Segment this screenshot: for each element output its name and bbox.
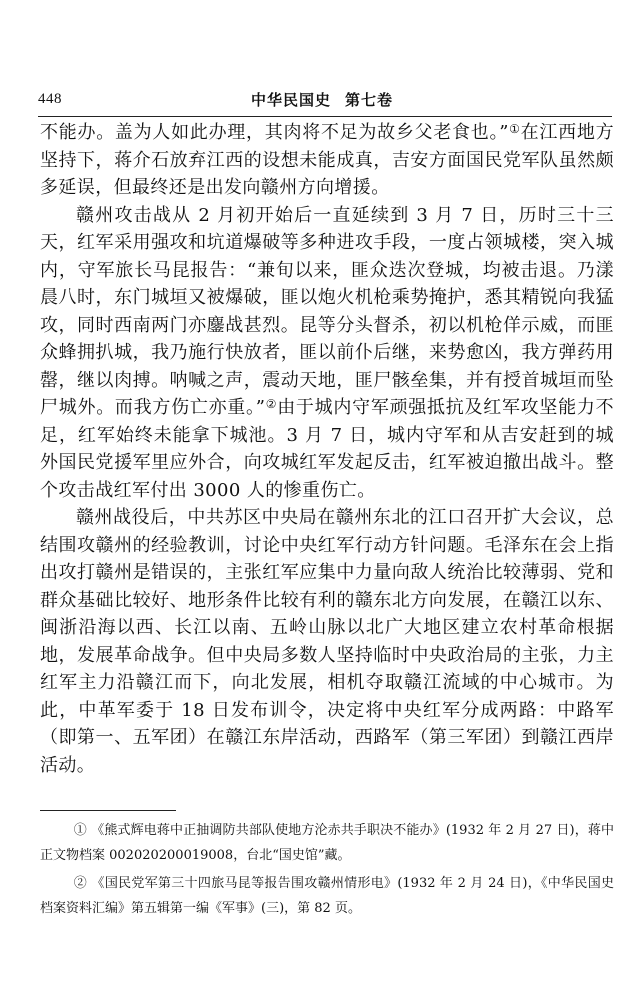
paragraph	[40, 504, 614, 779]
text-run: 赣州攻击战从 2 月初开始后一直延续到 3 月 7 日，历时三十三天，红军采用强攻和坑道爆破等多种进攻手段，一度占领城楼，突入城内，守军旅长马昆报告：“兼旬以来，匪众迭次登城，均被击退。乃漾晨八时，东门城垣又被爆破，匪以炮火机枪乘势掩护，悉其精锐向我猛攻，同时西南两门亦鏖战甚烈。昆等分头督杀，初以机枪佯示威，而匪众蜂拥扒城，我乃施行快放者，匪以前仆后继，来势愈凶，我方弹药用罄，继以肉搏。呐喊之声，震动天地，匪尸骸垒集，并有授首城垣而坠尸城外。而我方伤亡亦重。”	[40, 204, 614, 418]
footnote	[40, 872, 614, 921]
paragraph	[40, 202, 614, 505]
body-text	[40, 119, 614, 779]
footnote-ref[interactable]: ②	[265, 397, 278, 411]
text-run: 不能办。盖为人如此办理，其肉将不足为故乡父老食也。”	[40, 122, 509, 143]
footnote-text: 《国民党军第三十四旅马昆等报告围攻赣州情形电》(1932 年 2 月 24 日)，《中华民国史档案资料汇编》第五辑第一编《军事》(三)，第 82 页。	[40, 876, 614, 916]
text-run: 由于城内守军顽强抵抗及红军攻坚能力不足，红军始终未能拿下城池。3 月 7 日，城内守军和从吉安赶到的城外国民党援军里应外合，向攻城红军发起反击，红军被迫撤出战斗。整个攻击战红军付出 3000 人的惨重伤亡。	[40, 397, 614, 501]
page-number: 448	[38, 91, 62, 107]
paragraph	[40, 119, 614, 202]
volume-label: 第七卷	[345, 91, 394, 109]
footnotes	[40, 819, 614, 925]
footnote-text: 《熊式辉电蒋中正抽调防共部队使地方沦赤共手职决不能办》(1932 年 2 月 27 日)，蒋中正文物档案 002020200019008，台北“国史馆”藏。	[40, 823, 614, 863]
book-title: 中华民国史	[250, 91, 331, 109]
footnote-ref[interactable]: ①	[508, 122, 521, 136]
text-run: 在江西地方坚持下，蒋介石放弃江西的设想未能成真，吉安方面国民党军队虽然颇多延误，但最终还是出发向赣州方向增援。	[40, 122, 614, 198]
header-rule	[38, 116, 612, 117]
footnote-marker: ①	[73, 823, 87, 838]
running-head	[0, 89, 644, 110]
footnote	[40, 819, 614, 868]
text-run: 赣州战役后，中共苏区中央局在赣州东北的江口召开扩大会议，总结围攻赣州的经验教训，讨论中央红军行动方针问题。毛泽东在会上指出攻打赣州是错误的，主张红军应集中力量向敌人统治比较薄弱、党和群众基础比较好、地形条件比较有利的赣东北方向发展，在赣江以东、闽浙沿海以西、长江以南、五岭山脉以北广大地区建立农村革命根据地，发展革命战争。但中央局多数人坚持临时中央政治局的主张，力主红军主力沿赣江而下，向北发展，相机夺取赣江流域的中心城市。为此，中革军委于 18 日发布训令，决定将中央红军分成两路：中路军（即第一、五军团）在赣江东岸活动，西路军（第三军团）到赣江西岸活动。	[40, 507, 614, 776]
footnote-marker: ②	[73, 876, 88, 891]
footnote-rule	[40, 810, 176, 811]
